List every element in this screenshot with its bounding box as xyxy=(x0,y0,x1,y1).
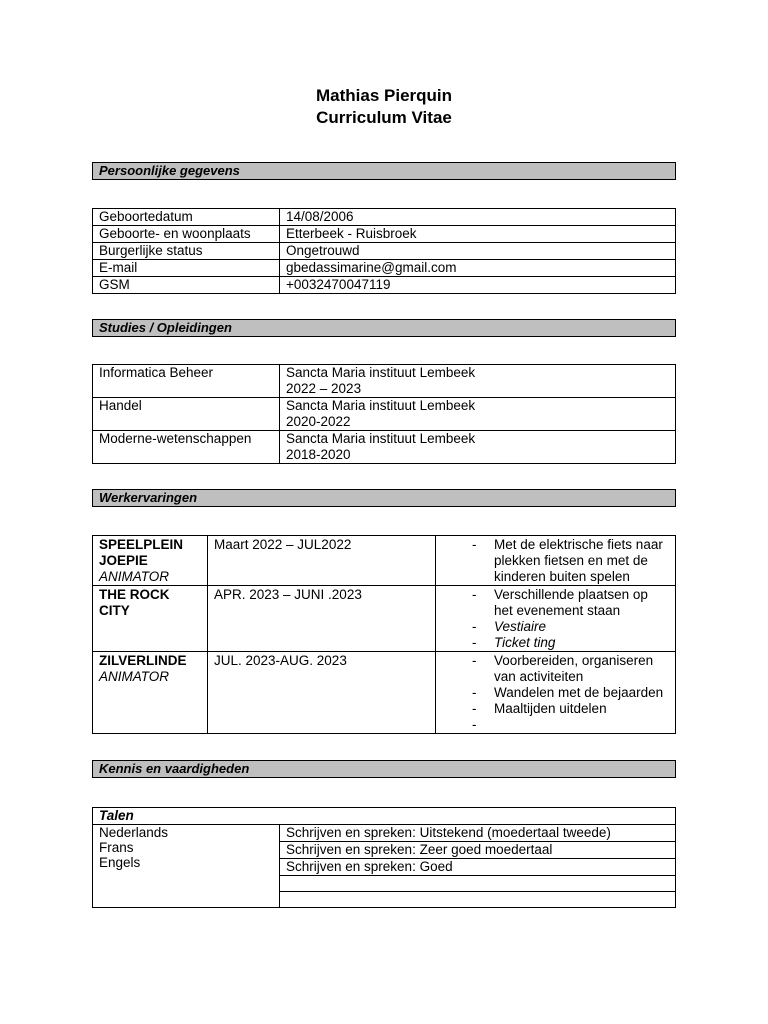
work-period: Maart 2022 – JUL2022 xyxy=(208,536,436,586)
list-item xyxy=(442,537,669,585)
table-row xyxy=(93,431,676,464)
cv-subtitle: Curriculum Vitae xyxy=(316,108,452,127)
task-text: Maaltijden uitdelen xyxy=(494,701,607,716)
section-studies-heading: Studies / Opleidingen xyxy=(92,319,676,337)
personal-value: Ongetrouwd xyxy=(280,243,676,260)
task-list xyxy=(442,653,669,733)
personal-table xyxy=(92,208,676,294)
empty-cell xyxy=(280,892,676,908)
study-years: 2018-2020 xyxy=(286,447,351,462)
personal-label: GSM xyxy=(93,277,280,294)
task-text: Ticket ting xyxy=(494,635,556,650)
language-level: Schrijven en spreken: Zeer goed moedertaal xyxy=(280,842,676,859)
language-name: Nederlands xyxy=(99,825,169,840)
language-name: Engels xyxy=(99,855,141,870)
cv-name: Mathias Pierquin xyxy=(315,86,453,105)
personal-value: 14/08/2006 xyxy=(280,209,676,226)
study-school: Sancta Maria instituut Lembeek xyxy=(286,365,476,380)
work-period: JUL. 2023-AUG. 2023 xyxy=(208,652,436,734)
task-dash: - xyxy=(472,587,477,602)
section-skills-heading: Kennis en vaardigheden xyxy=(92,760,676,778)
languages-table xyxy=(92,807,676,908)
study-years: 2020-2022 xyxy=(286,414,351,429)
list-item xyxy=(442,701,669,717)
list-item xyxy=(442,717,669,733)
study-school: Sancta Maria instituut Lembeek xyxy=(286,398,476,413)
personal-label: Geboorte- en woonplaats xyxy=(93,226,280,243)
language-name: Frans xyxy=(99,840,134,855)
list-item xyxy=(442,685,669,701)
task-text: Vestiaire xyxy=(494,619,547,634)
study-course: Moderne-wetenschappen xyxy=(93,431,280,464)
table-row xyxy=(93,586,676,652)
table-row xyxy=(93,277,676,294)
list-item xyxy=(442,619,669,635)
task-dash: - xyxy=(472,717,477,732)
work-employer: JOEPIE xyxy=(99,553,148,568)
personal-label: Burgerlijke status xyxy=(93,243,280,260)
work-table xyxy=(92,535,676,734)
section-work-heading: Werkervaringen xyxy=(92,489,676,507)
personal-label: Geboortedatum xyxy=(93,209,280,226)
study-school: Sancta Maria instituut Lembeek xyxy=(286,431,476,446)
work-period: APR. 2023 – JUNI .2023 xyxy=(208,586,436,652)
work-employer: CITY xyxy=(99,603,130,618)
work-employer: THE ROCK xyxy=(99,587,170,602)
task-dash: - xyxy=(472,619,477,634)
table-row xyxy=(93,652,676,734)
work-employer: ZILVERLINDE xyxy=(99,653,187,668)
task-text: Voorbereiden, organiseren van activiteiten xyxy=(494,653,654,684)
table-row xyxy=(93,243,676,260)
table-row xyxy=(93,398,676,431)
list-item xyxy=(442,587,669,619)
table-row xyxy=(93,226,676,243)
task-dash: - xyxy=(472,635,477,650)
table-row xyxy=(93,825,676,842)
language-level: Schrijven en spreken: Goed xyxy=(280,859,676,876)
table-row xyxy=(93,808,676,825)
list-item xyxy=(442,635,669,651)
study-years: 2022 – 2023 xyxy=(286,381,362,396)
study-course: Informatica Beheer xyxy=(93,365,280,398)
empty-cell xyxy=(280,876,676,892)
work-employer: SPEELPLEIN xyxy=(99,537,184,552)
language-level: Schrijven en spreken: Uitstekend (moedertaal tweede) xyxy=(280,825,676,842)
personal-value: +0032470047119 xyxy=(280,277,676,294)
task-dash: - xyxy=(472,685,477,700)
task-text: Wandelen met de bejaarden xyxy=(494,685,664,700)
task-dash: - xyxy=(472,537,477,552)
study-course: Handel xyxy=(93,398,280,431)
table-row xyxy=(93,209,676,226)
task-list xyxy=(442,587,669,651)
section-personal-heading: Persoonlijke gegevens xyxy=(92,162,676,180)
table-row xyxy=(93,536,676,586)
languages-heading: Talen xyxy=(93,808,676,825)
table-row xyxy=(93,260,676,277)
personal-label: E-mail xyxy=(93,260,280,277)
task-text: Met de elektrische fiets naar plekken fietsen en met de kinderen buiten spelen xyxy=(494,537,663,584)
personal-value: Etterbeek - Ruisbroek xyxy=(280,226,676,243)
task-dash: - xyxy=(472,653,477,668)
personal-value: gbedassimarine@gmail.com xyxy=(280,260,676,277)
work-role: ANIMATOR xyxy=(99,669,170,684)
table-row xyxy=(93,365,676,398)
work-role: ANIMATOR xyxy=(99,569,170,584)
list-item xyxy=(442,653,669,685)
task-text: Verschillende plaatsen op het evenement staan xyxy=(494,587,648,618)
task-list xyxy=(442,537,669,585)
studies-table xyxy=(92,364,676,464)
task-dash: - xyxy=(472,701,477,716)
